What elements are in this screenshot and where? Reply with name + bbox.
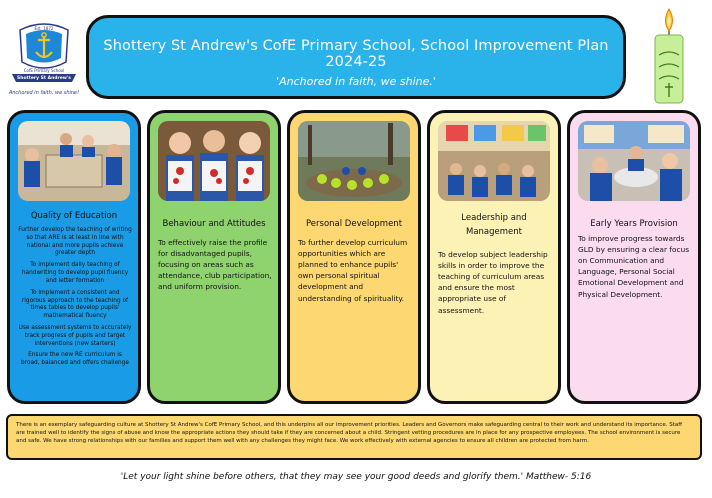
- card-body: [18, 227, 132, 372]
- title-banner: [86, 15, 626, 99]
- card-leadership-and-management: [427, 110, 561, 404]
- card-body: To further develop curriculum opportunities which are planned to enhance pupils' own personal spiritual development and understanding of spirituality.: [298, 238, 408, 303]
- card-heading: Early Years Provision: [590, 219, 678, 229]
- pupils-artwork-photo: [158, 121, 270, 201]
- card-heading: Personal Development: [305, 219, 403, 229]
- safeguarding-statement: There is an exemplary safeguarding culture at Shottery St Andrew's CofE Primary School, and this underpins all our improvement priorities. Leaders and Governors make safeguarding central to their work and understand its importance. Staff are trained well to identify the signs of abuse and know the appropriate actions they should take if they are concerned about a child. Stringent vetting procedures are in place for any prospective employees. The school environment is secure and safe. We have strong relationships with our families and support them well with any challenges they might face. We work effectively with external agencies to ensure all children are protected from harm.: [6, 414, 702, 460]
- priority-point: To implement daily teaching of handwriting to develop pupil fluency and letter formation: [21, 262, 129, 284]
- candle-icon: [638, 5, 700, 107]
- classroom-assembly-photo: [438, 121, 550, 201]
- logo-est-text: Est. 1872: [34, 26, 54, 31]
- card-behaviour-and-attitudes: [147, 110, 281, 404]
- card-personal-development: [287, 110, 421, 404]
- card-body: To effectively raise the profile for disadvantaged pupils, focusing on areas such as attendance, club participation, and uniform provision.: [158, 238, 272, 292]
- outdoor-worship-photo: [298, 121, 410, 201]
- classroom-photo: [18, 121, 130, 201]
- card-heading: Behaviour and Attitudes: [162, 219, 266, 229]
- logo-tagline: Anchored in faith, we shine!: [8, 90, 80, 96]
- early-years-photo: [578, 121, 690, 201]
- card-early-years-provision: [567, 110, 701, 404]
- bible-quote: 'Let your light shine before others, that they may see your good deeds and glorify them.' Matthew- 5:16: [120, 472, 592, 482]
- card-heading: Quality of Education: [30, 211, 118, 221]
- priority-point: Ensure the new RE curriculum is broad, balanced and offers challenge: [21, 352, 129, 367]
- page-title: Shottery St Andrew's CofE Primary School, School Improvement Plan 2024-25: [103, 38, 609, 70]
- page-subtitle: 'Anchored in faith, we shine.': [276, 75, 436, 88]
- priority-point: To implement a consistent and rigorous approach to the teaching of times tables to develop pupils' mathematical fluency: [21, 289, 129, 320]
- priority-point: Further develop the teaching of writing so that ARE is at least in line with national and more pupils achieve greater depth: [18, 227, 132, 257]
- logo-ribbon-text: Shottery St Andrew's: [17, 76, 71, 81]
- card-heading: [434, 211, 554, 240]
- card-body: To develop subject leadership skills in order to improve the teaching of curriculum areas and ensure the most appropriate use of assessment.: [438, 250, 548, 315]
- card-heading-text: Leadership and Management: [461, 213, 527, 238]
- priority-point: Use assessment systems to accurately track progress of pupils and target interventions (new starters): [18, 324, 132, 347]
- logo-cofe-text: CofE Primary School: [23, 68, 65, 73]
- card-quality-of-education: [7, 110, 141, 404]
- school-logo: [6, 12, 82, 104]
- card-body: To improve progress towards GLD by ensuring a clear focus on Communication and Language, Personal Social Emotional Development and Physical Development.: [578, 234, 690, 299]
